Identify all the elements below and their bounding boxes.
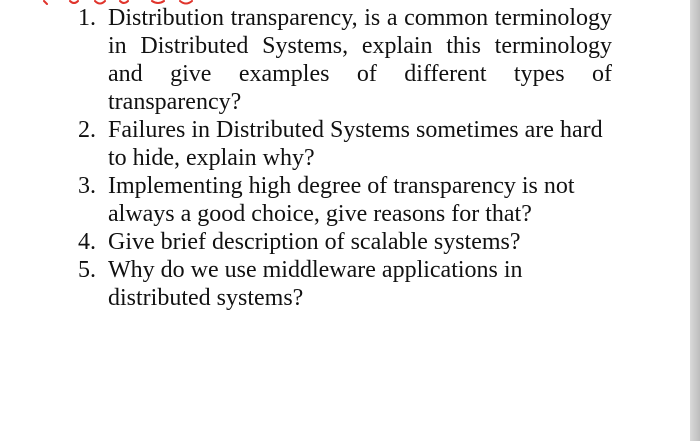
question-item — [78, 256, 612, 312]
question-text: Distribution transparency, is a common terminology in Distributed Systems, explain this terminology and give examples of different types of transparency? — [108, 5, 612, 115]
question-text: Why do we use middleware applications in distributed systems? — [108, 257, 523, 311]
question-item — [78, 4, 612, 116]
page-edge-shadow — [690, 0, 700, 441]
question-item — [78, 116, 612, 172]
question-text: Implementing high degree of transparency is not always a good choice, give reasons for that? — [108, 173, 575, 227]
question-number: 3. — [78, 173, 96, 199]
question-number: 5. — [78, 257, 96, 283]
question-number: 4. — [78, 229, 96, 255]
question-item — [78, 228, 612, 256]
question-item — [78, 172, 612, 228]
question-text: Give brief description of scalable systems? — [108, 229, 521, 255]
question-number: 2. — [78, 117, 96, 143]
question-text: Failures in Distributed Systems sometimes are hard to hide, explain why? — [108, 117, 603, 171]
question-list — [78, 4, 612, 312]
question-number: 1. — [78, 5, 96, 31]
